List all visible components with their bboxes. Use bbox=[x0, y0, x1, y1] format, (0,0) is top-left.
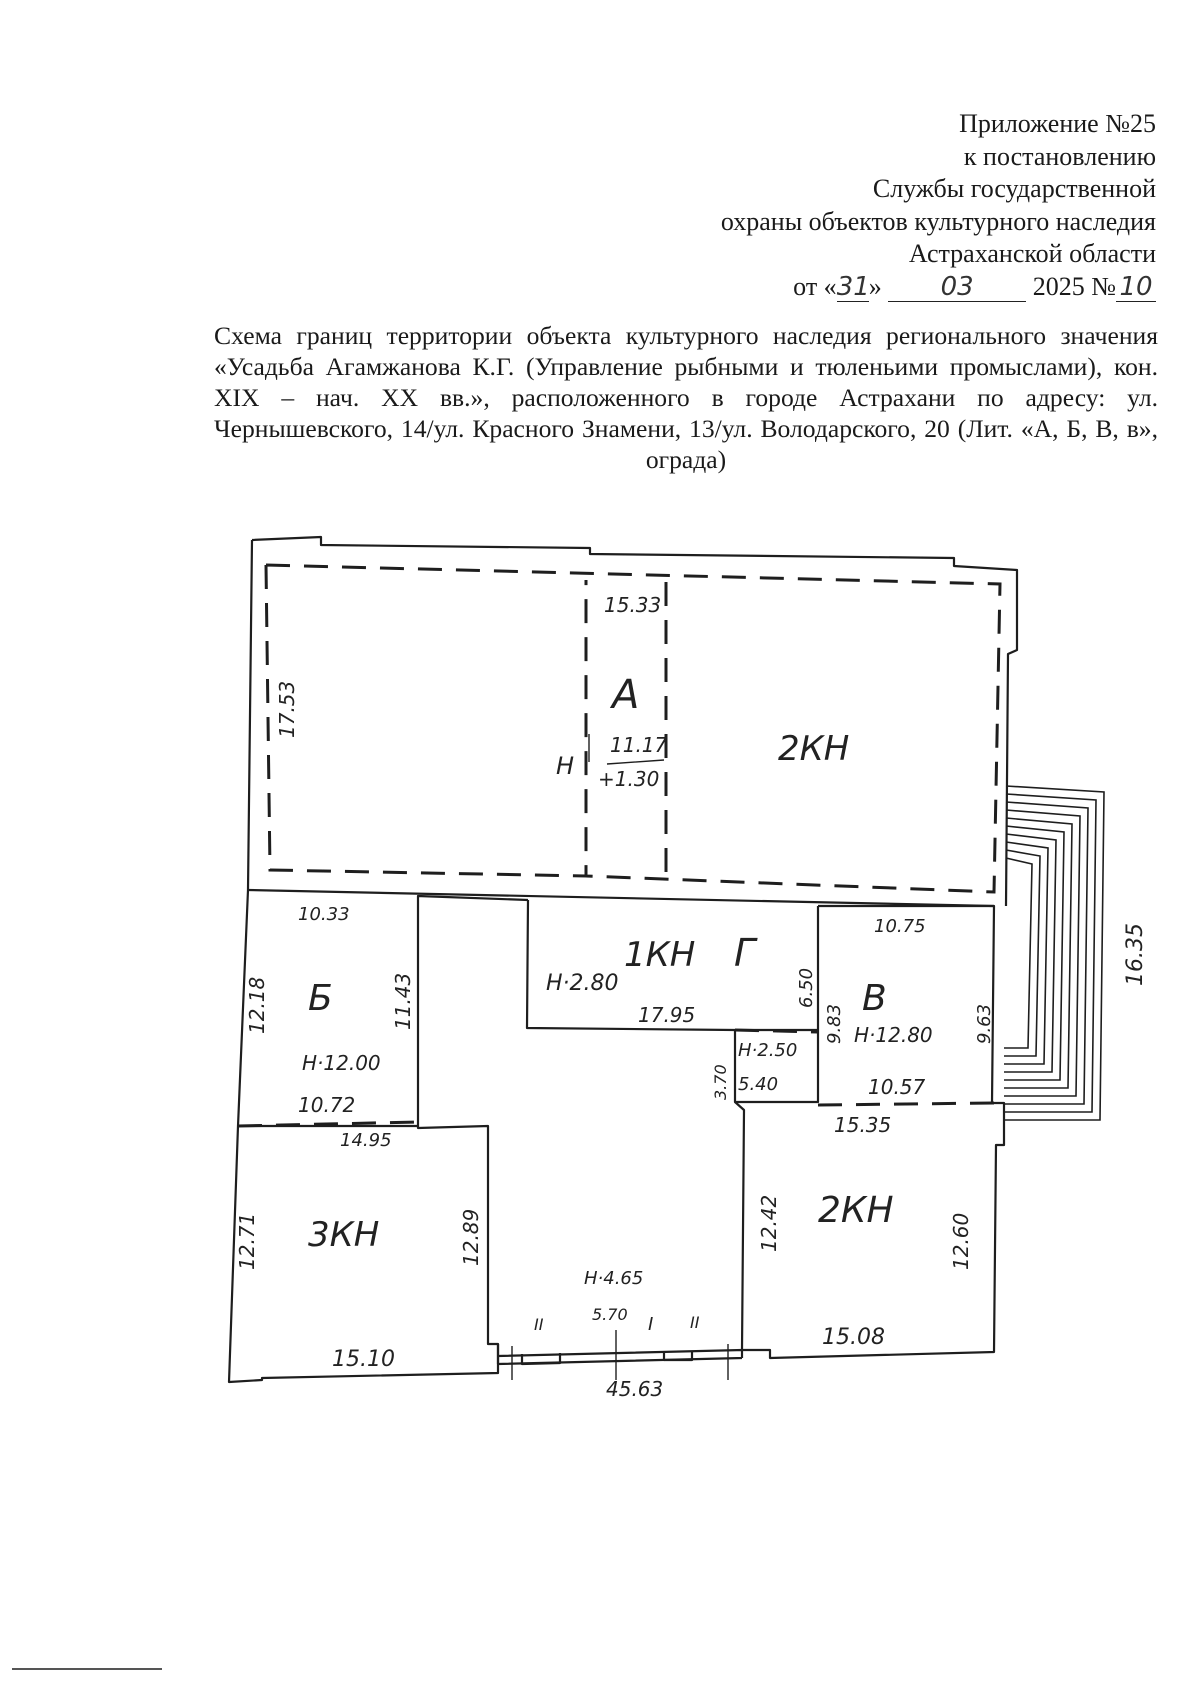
dim-12-71: 12.71 bbox=[235, 1212, 259, 1270]
dim-9-63: 9.63 bbox=[974, 1003, 995, 1044]
label-a-height: 11.17 bbox=[610, 733, 668, 757]
label-1kn: 1КН bbox=[624, 935, 696, 975]
issuing-service-cont: охраны объектов культурного наследия bbox=[720, 206, 1156, 236]
dim-9-83: 9.83 bbox=[824, 1003, 845, 1044]
gate-label-ii-right: II bbox=[690, 1313, 700, 1332]
label-building-v: В bbox=[862, 978, 887, 1019]
label-g: Г bbox=[734, 931, 756, 975]
label-building-b: Б bbox=[308, 978, 333, 1019]
label-h-2-50: Н·2.50 bbox=[738, 1040, 798, 1061]
dividing-wall-a bbox=[248, 890, 994, 906]
date-month: 03 bbox=[888, 273, 1026, 302]
dim-5-40: 5.40 bbox=[738, 1074, 779, 1095]
boundary-v-dashed bbox=[818, 1103, 994, 1105]
dim-16-35: 16.35 bbox=[1123, 923, 1148, 986]
label-a-level: +1.30 bbox=[598, 767, 660, 791]
dim-45-63: 45.63 bbox=[606, 1377, 664, 1401]
dim-12-60: 12.60 bbox=[949, 1212, 973, 1270]
label-n: Н bbox=[556, 752, 575, 780]
dim-12-42: 12.42 bbox=[757, 1194, 781, 1252]
plan-left-wall bbox=[229, 540, 528, 1382]
signature-line bbox=[12, 1668, 162, 1670]
date-year: 2025 № bbox=[1032, 271, 1116, 301]
region-name: Астраханской области bbox=[908, 239, 1156, 268]
label-h-2-80: Н·2.80 bbox=[546, 971, 619, 996]
label-building-a: А bbox=[612, 672, 640, 718]
label-h-4-65: Н·4.65 bbox=[584, 1268, 644, 1289]
dim-6-50: 6.50 bbox=[796, 967, 817, 1008]
appendix-number: Приложение №25 bbox=[959, 109, 1156, 138]
resolution-reference: к постановлению bbox=[963, 141, 1156, 171]
label-2kn-bottom: 2КН bbox=[818, 1190, 894, 1231]
date-quote-close: » bbox=[868, 271, 882, 301]
gate-label-i: I bbox=[648, 1314, 654, 1335]
label-3kn: 3КН bbox=[308, 1215, 380, 1255]
dim-15-08: 15.08 bbox=[822, 1325, 885, 1350]
label-h-12-80: Н·12.80 bbox=[854, 1023, 933, 1047]
dim-11-43: 11.43 bbox=[391, 972, 415, 1030]
dim-12-18: 12.18 bbox=[245, 976, 269, 1034]
date-prefix: от « bbox=[793, 271, 837, 301]
dim-10-72: 10.72 bbox=[298, 1093, 356, 1117]
dim-10-33: 10.33 bbox=[298, 904, 350, 925]
label-h-12-00: Н·12.00 bbox=[302, 1051, 381, 1075]
dim-10-57: 10.57 bbox=[868, 1075, 926, 1099]
dim-12-89: 12.89 bbox=[459, 1208, 483, 1266]
dim-15-35: 15.35 bbox=[834, 1113, 892, 1137]
block-g-outline bbox=[527, 900, 818, 1102]
dim-15-10: 15.10 bbox=[332, 1347, 395, 1372]
resolution-number: 10 bbox=[1116, 273, 1156, 302]
gate-label-ii-left: II bbox=[534, 1315, 544, 1334]
date-day: 31 bbox=[836, 271, 870, 302]
dim-14-95: 14.95 bbox=[340, 1130, 392, 1151]
dim-15-33: 15.33 bbox=[604, 593, 662, 617]
dim-10-75: 10.75 bbox=[874, 916, 926, 937]
dim-17-95: 17.95 bbox=[638, 1003, 696, 1027]
label-2kn-top: 2КН bbox=[778, 729, 850, 769]
dim-3-70: 3.70 bbox=[711, 1064, 730, 1100]
issuing-service: Службы государственной bbox=[872, 174, 1156, 203]
porch-stairs bbox=[1004, 786, 1104, 1120]
gate-fence bbox=[498, 1344, 742, 1364]
dim-5-70: 5.70 bbox=[592, 1305, 628, 1324]
dim-17-53: 17.53 bbox=[275, 680, 299, 738]
scheme-title: Схема границ территории объекта культурного наследия регионального значения «Усадьба Агамжанова К.Г. (Управление рыбными и тюленьими промыслами), кон. XIX – нач. XX вв.», расположенного в городе Астрахани по адресу: ул. Чернышевского, 14/ул. Красного Знамени, 13/ул. Володарского, 20 (Лит. «А, Б, В, в», ограда) bbox=[214, 321, 1158, 474]
